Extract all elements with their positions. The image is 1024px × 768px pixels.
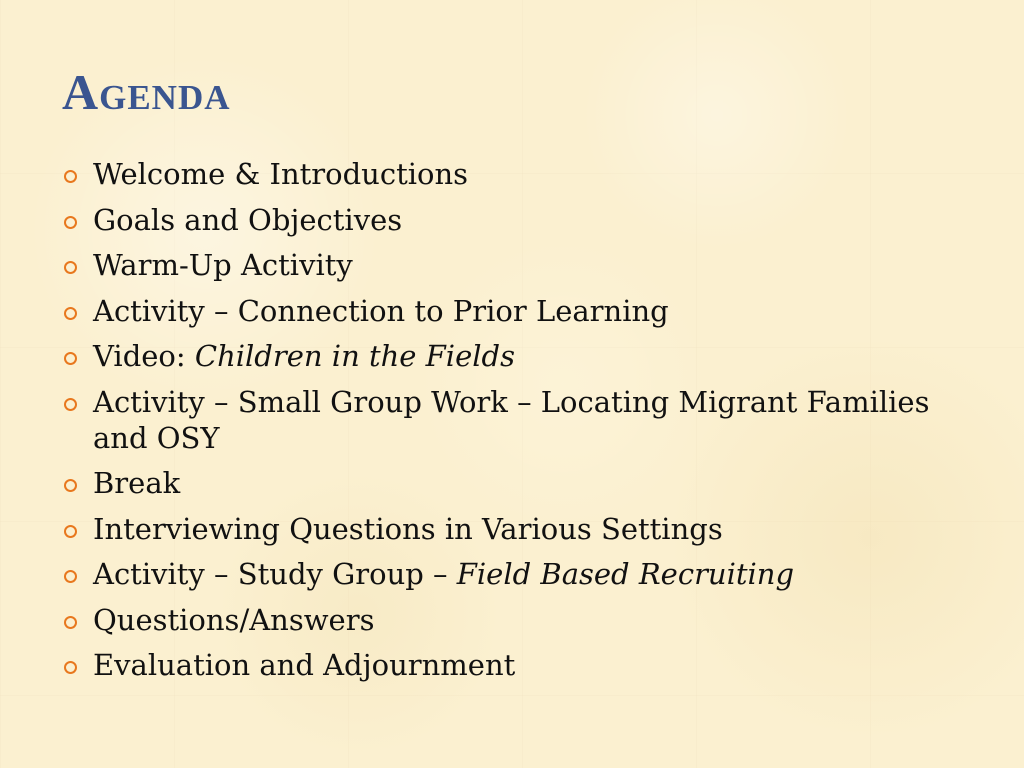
agenda-item-text: Activity – Study Group – — [93, 557, 457, 591]
agenda-item-text: Questions/Answers — [93, 602, 375, 637]
agenda-list — [64, 156, 964, 693]
circle-bullet-icon — [64, 307, 77, 320]
agenda-item — [64, 156, 964, 192]
circle-bullet-icon — [64, 616, 77, 629]
circle-bullet-icon — [64, 398, 77, 411]
agenda-item — [64, 202, 964, 238]
agenda-item — [64, 338, 964, 374]
agenda-item — [64, 556, 964, 592]
circle-bullet-icon — [64, 352, 77, 365]
circle-bullet-icon — [64, 661, 77, 674]
agenda-item — [64, 465, 964, 501]
agenda-item — [64, 511, 964, 547]
circle-bullet-icon — [64, 570, 77, 583]
agenda-item-text: Welcome & Introductions — [93, 157, 469, 191]
agenda-item-text: Interviewing Questions in Various Settings — [93, 511, 723, 546]
slide-title: Agenda — [62, 64, 231, 120]
agenda-item-text: Evaluation and Adjournment — [93, 648, 516, 682]
agenda-item-text: Activity – Connection to Prior Learning — [93, 293, 669, 328]
agenda-item-text: Activity – Small Group Work – Locating Migrant Families and OSY — [93, 384, 930, 455]
agenda-item-italic-text: Field Based Recruiting — [456, 557, 795, 591]
agenda-item-text: Goals and Objectives — [93, 202, 403, 237]
agenda-item-text: Warm-Up Activity — [93, 248, 353, 282]
agenda-item — [64, 384, 964, 456]
circle-bullet-icon — [64, 216, 77, 229]
agenda-item — [64, 602, 964, 638]
circle-bullet-icon — [64, 479, 77, 492]
agenda-item — [64, 293, 964, 329]
agenda-item-text: Video: — [93, 339, 195, 373]
agenda-item — [64, 247, 964, 283]
agenda-item — [64, 647, 964, 683]
agenda-item-italic-text: Children in the Fields — [194, 339, 515, 373]
circle-bullet-icon — [64, 525, 77, 538]
agenda-item-text: Break — [93, 466, 181, 500]
circle-bullet-icon — [64, 261, 77, 274]
circle-bullet-icon — [64, 170, 77, 183]
